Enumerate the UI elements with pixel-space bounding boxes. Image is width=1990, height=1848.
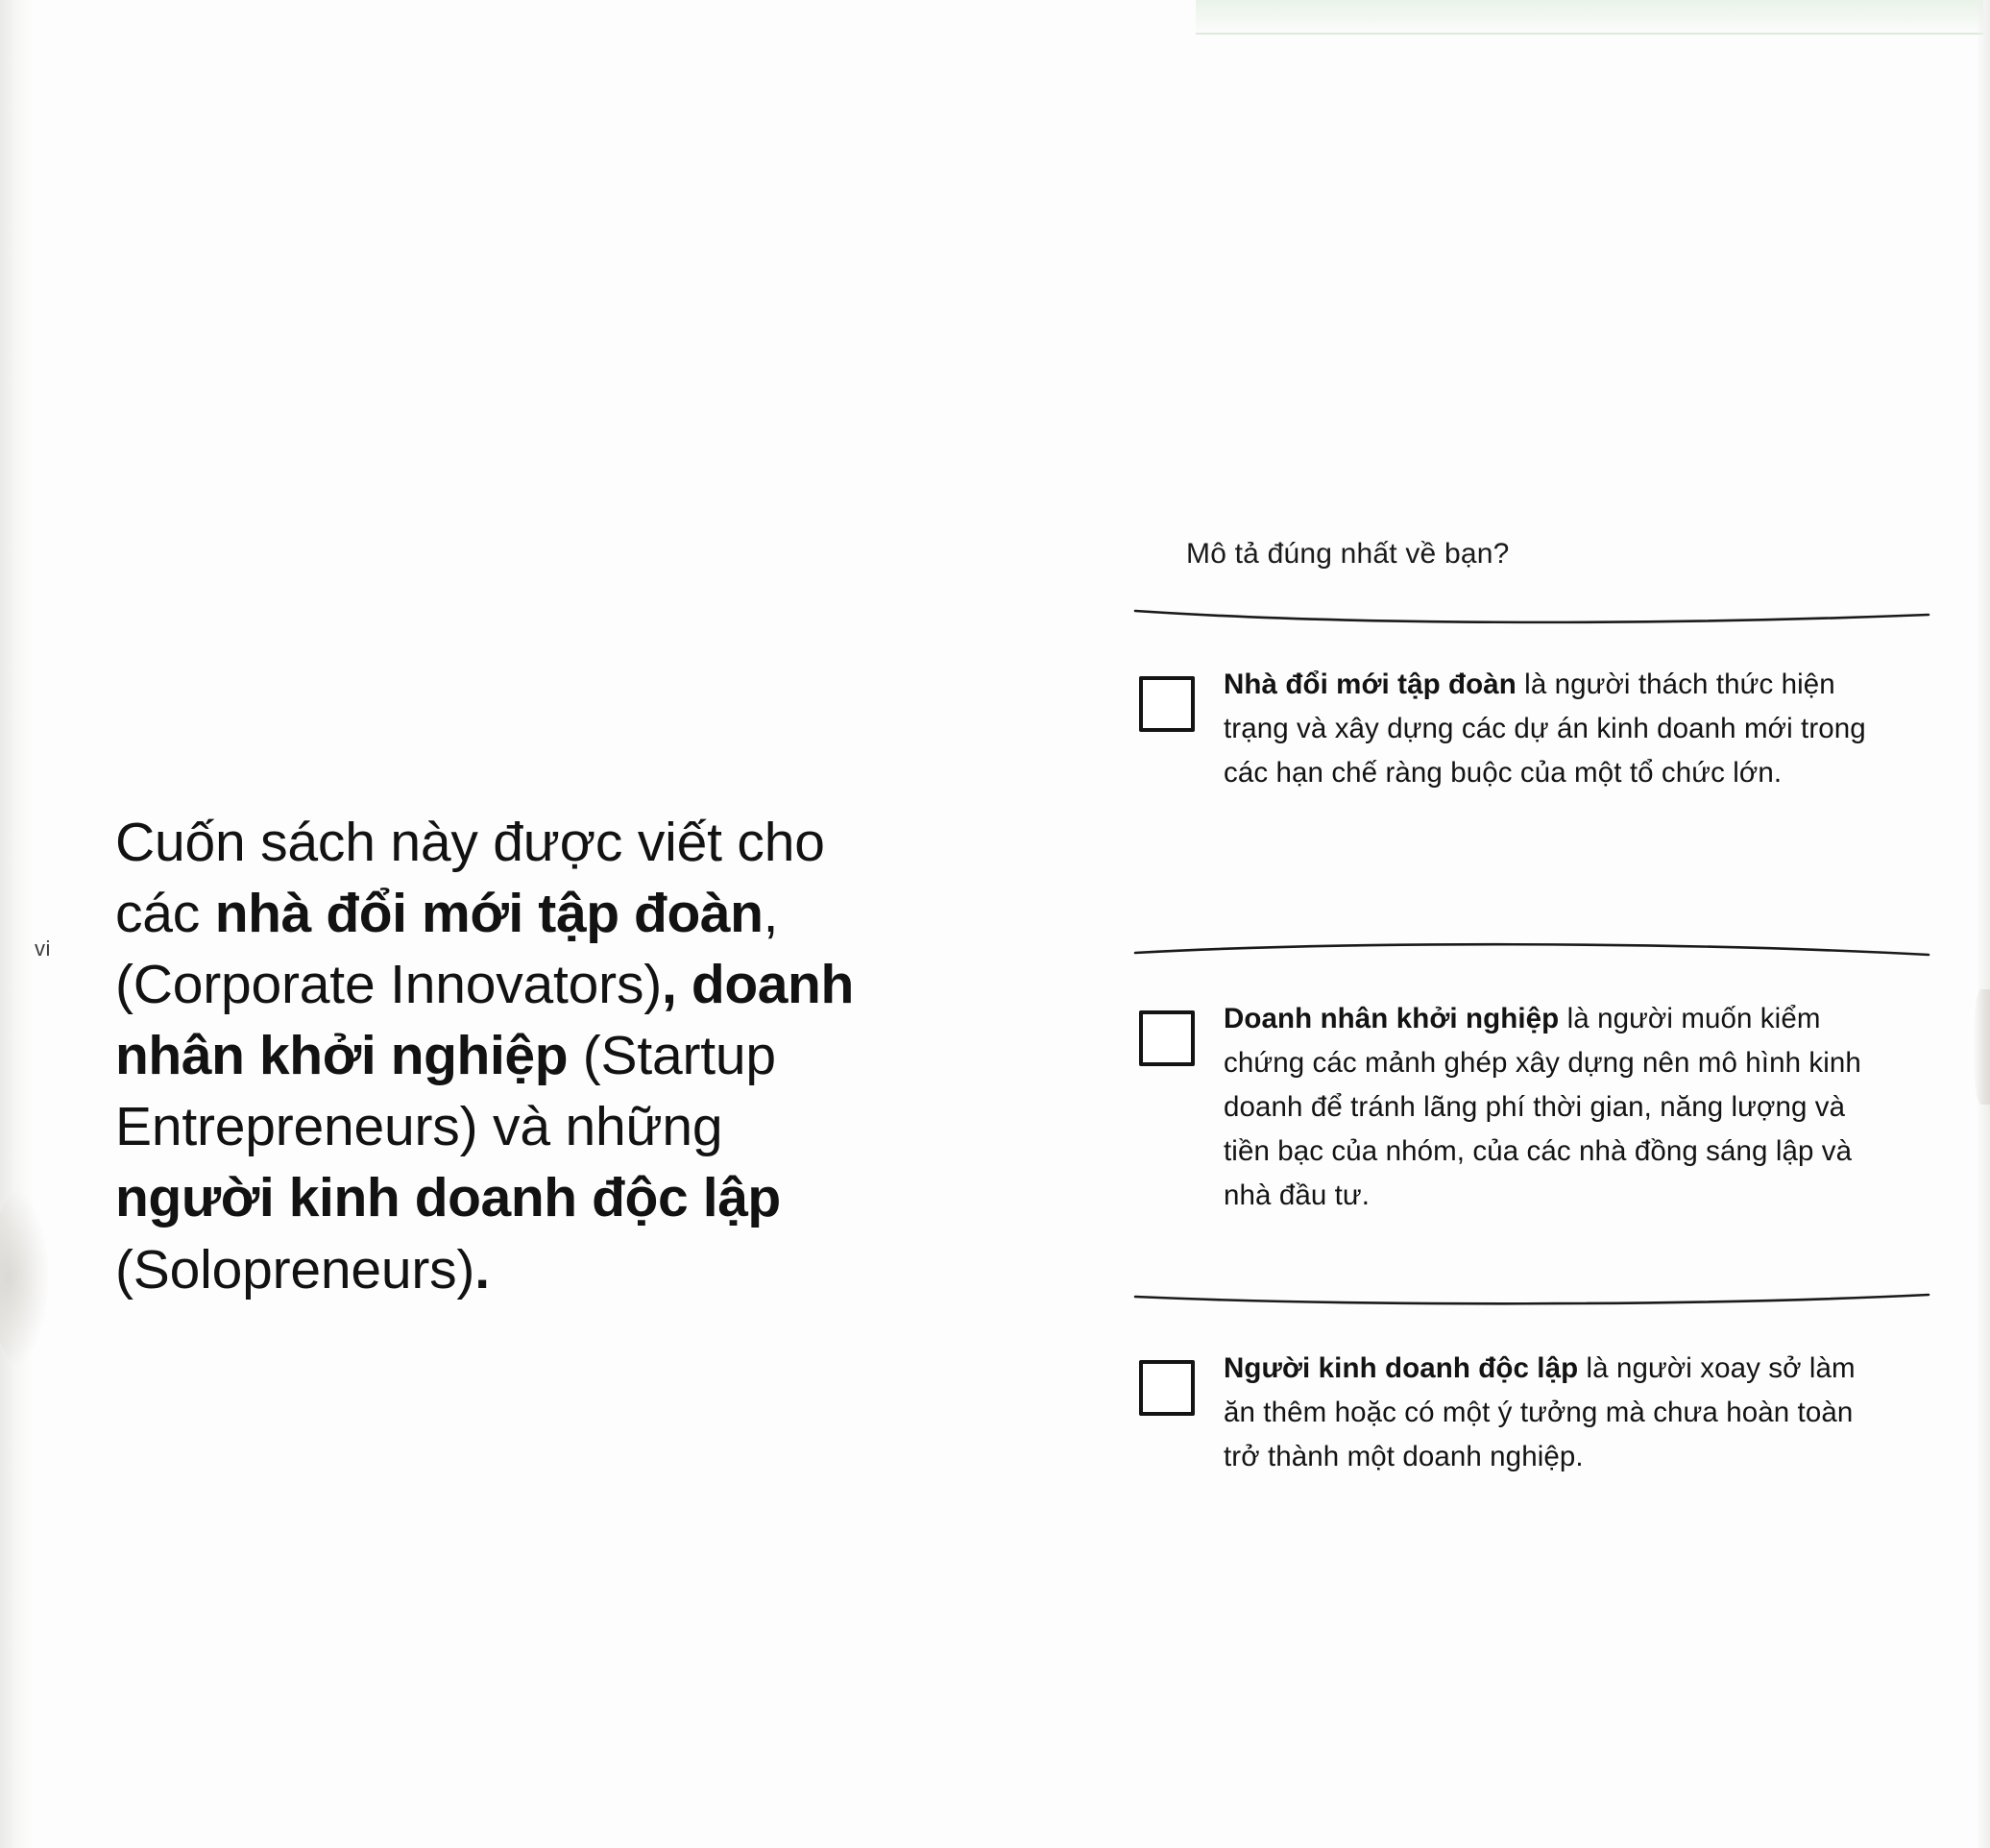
divider-rule-1 bbox=[1133, 605, 1930, 628]
scan-right-shadow bbox=[1977, 0, 1990, 1848]
option-corporate-innovator[interactable] bbox=[1133, 663, 1930, 795]
option-description bbox=[1224, 1347, 1877, 1479]
scan-top-edge-tint bbox=[1196, 0, 1983, 35]
intro-part-4: (Startup Entrepreneurs) và những bbox=[115, 1025, 776, 1158]
divider-rule-2 bbox=[1133, 939, 1930, 962]
checkbox-icon[interactable] bbox=[1139, 676, 1195, 732]
intro-part-6: (Solopreneurs) bbox=[115, 1238, 475, 1301]
intro-part-2: , (Corporate Innovators) bbox=[115, 883, 779, 1016]
option-title: Doanh nhân khởi nghiệp bbox=[1224, 1003, 1560, 1035]
option-title: Người kinh doanh độc lập bbox=[1224, 1352, 1579, 1385]
option-title: Nhà đổi mới tập đoàn bbox=[1224, 669, 1517, 700]
scan-smudge bbox=[0, 1191, 48, 1364]
intro-part-0: Cuốn sách này được viết cho các bbox=[115, 812, 825, 945]
intro-paragraph bbox=[115, 807, 884, 1305]
scan-right-page-curl bbox=[1973, 989, 1990, 1105]
intro-part-5: người kinh doanh độc lập bbox=[115, 1167, 781, 1229]
option-body: là người muốn kiểm chứng các mảnh ghép xây dựng nên mô hình kinh doanh để tránh lãng phí thời gian, năng lượng và tiền bạc của nhóm, của các nhà đồng sáng lập và nhà đầu tư. bbox=[1224, 1003, 1861, 1212]
divider-rule-3 bbox=[1133, 1289, 1930, 1312]
intro-part-1: nhà đổi mới tập đoàn bbox=[214, 883, 764, 945]
intro-part-7: . bbox=[474, 1238, 490, 1301]
option-description bbox=[1224, 997, 1877, 1218]
page-number: vi bbox=[35, 936, 51, 960]
checkbox-icon[interactable] bbox=[1139, 1360, 1195, 1416]
option-solopreneur[interactable] bbox=[1133, 1347, 1930, 1479]
left-page-text-block bbox=[115, 807, 884, 1305]
option-body: là người xoay sở làm ăn thêm hoặc có một ý tưởng mà chưa hoàn toàn trở thành một doanh nghiệp. bbox=[1224, 1352, 1856, 1473]
scan-left-shadow bbox=[0, 0, 33, 1848]
questionnaire-prompt: Mô tả đúng nhất về bạn? bbox=[1186, 538, 1510, 570]
intro-part-3: , doanh nhân khởi nghiệp bbox=[115, 954, 854, 1087]
checkbox-icon[interactable] bbox=[1139, 1010, 1195, 1066]
option-startup-entrepreneur[interactable] bbox=[1133, 997, 1930, 1218]
option-description bbox=[1224, 663, 1877, 795]
right-page-questionnaire bbox=[1133, 538, 1930, 1504]
option-body: là người thách thức hiện trạng và xây dựng các dự án kinh doanh mới trong các hạn chế ràng buộc của một tổ chức lớn. bbox=[1224, 669, 1866, 790]
